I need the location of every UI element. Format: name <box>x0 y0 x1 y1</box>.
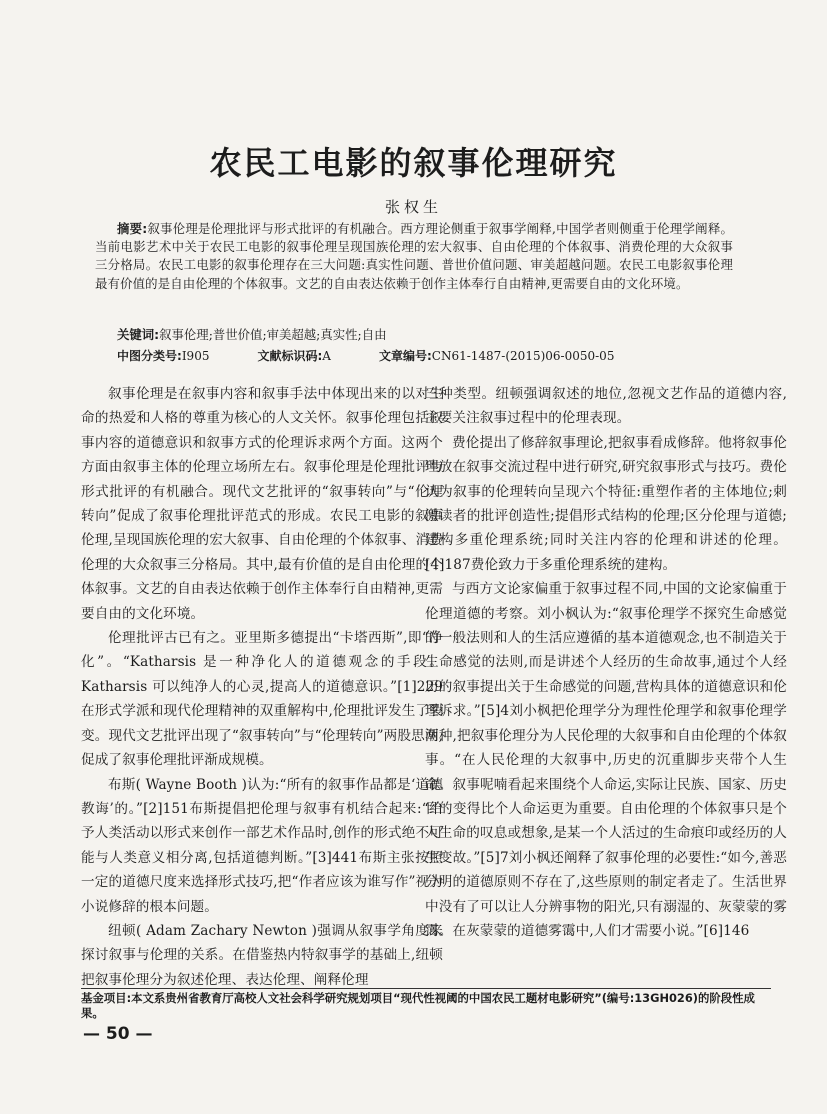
keywords-text: 叙事伦理;普世价值;审美超越;真实性;自由 <box>159 327 387 342</box>
page-number: — 50 — <box>83 1024 153 1044</box>
footnote-divider <box>81 988 771 989</box>
abstract <box>95 220 733 293</box>
paragraph: 三种类型。纽顿强调叙述的地位,忽视文艺作品的道德内容,主要关注叙事过程中的伦理表现。 <box>425 386 787 427</box>
body-column-right <box>425 382 787 943</box>
clc-number: 中图分类号:I905 <box>117 349 210 363</box>
article-number: 文章编号:CN61-1487-(2015)06-0050-05 <box>378 349 615 363</box>
body-column-left <box>81 382 443 992</box>
abstract-text: 叙事伦理是伦理批评与形式批评的有机融合。西方理论侧重于叙事学阐释,中国学者则侧重于伦理学阐释。当前电影艺术中关于农民工电影的叙事伦理呈现国族伦理的宏大叙事、自由伦理的个体叙事、消费伦理的大众叙事三分格局。农民工电影的叙事伦理存在三大问题:真实性问题、普世价值问题、审美超越问题。农民工电影叙事伦理最有价值的是自由伦理的个体叙事。文艺的自由表达依赖于创作主体奉行自由精神,更需要自由的文化环境。 <box>95 221 733 291</box>
doc-code: 文献标识码:A <box>257 349 331 363</box>
keywords <box>117 325 386 343</box>
keywords-label: 关键词: <box>117 327 160 342</box>
paragraph: 纽顿( Adam Zachary Newton )强调从叙事学角度来探讨叙事与伦理的关系。在借鉴热内特叙事学的基础上,纽顿把叙事伦理分为叙述伦理、表达伦理、阐释伦理 <box>81 922 443 988</box>
funding-footnote: 基金项目:本文系贵州省教育厅高校人文社会科学研究规划项目“现代性视阈的中国农民工题材电影研究”(编号:13GH026)的阶段性成果。 <box>81 991 755 1020</box>
paragraph: 费伦提出了修辞叙事理论,把叙事看成修辞。他将叙事伦理放在叙事交流过程中进行研究,研究叙事形式与技巧。费伦认为叙事的伦理转向呈现六个特征:重塑作者的主体地位;刺激读者的批评创造性;提倡形式结构的伦理;区分伦理与道德;建构多重伦理系统;同时关注内容的伦理和讲述的伦理。[4]187费伦致力于多重伦理系统的建构。 <box>425 434 787 573</box>
author-name: 张权生 <box>384 198 442 216</box>
paragraph: 与西方文论家偏重于叙事过程不同,中国的文论家偏重于伦理道德的考察。刘小枫认为:“叙事伦理学不探究生命感觉的一般法则和人的生活应遵循的基本道德观念,也不制造关于生命感觉的法则,而是讲述个人经历的生命故事,通过个人经历的叙事提出关于生命感觉的问题,营构具体的道德意识和伦理诉求。”[5]4刘小枫把伦理学分为理性伦理学和叙事伦理学两种,把叙事伦理分为人民伦理的大叙事和自由伦理的个体叙事。“在人民伦理的大叙事中,历史的沉重脚步夹带个人生命。叙事呢喃看起来围绕个人命运,实际让民族、国家、历史目的变得比个人命运更为重要。自由伦理的个体叙事只是个人生命的叹息或想象,是某一个人活过的生命痕印或经历的人生变故。”[5]7刘小枫还阐释了叙事伦理的必要性:“如今,善恶分明的道德原则不存在了,这些原则的制定者走了。生活世界中没有了可以让人分辨事物的阳光,只有溺湿的、灰蒙蒙的雾霭。在灰蒙蒙的道德雾霭中,人们才需要小说。”[6]146 <box>425 581 787 939</box>
paragraph: 叙事伦理是在叙事内容和叙事手法中体现出来的以对生命的热爱和人格的尊重为核心的人文关怀。叙事伦理包括叙事内容的道德意识和叙事方式的伦理诉求两个方面。这两个方面由叙事主体的伦理立场所左右。叙事伦理是伦理批评与形式批评的有机融合。现代文艺批评的“叙事转向”与“伦理转向”促成了叙事伦理批评范式的形成。农民工电影的叙事伦理,呈现国族伦理的宏大叙事、自由伦理的个体叙事、消费伦理的大众叙事三分格局。其中,最有价值的是自由伦理的个体叙事。文艺的自由表达依赖于创作主体奉行自由精神,更需要自由的文化环境。 <box>81 386 443 622</box>
paragraph: 布斯( Wayne Booth )认为:“所有的叙事作品都是‘道德教诲’的。”[2]151布斯提倡把伦理与叙事有机结合起来:“给予人类活动以形式来创作一部艺术作品时,创作的形式绝不可能与人类意义相分离,包括道德判断。”[3]441布斯主张按照一定的道德尺度来选择形式技巧,把“作者应该为谁写作”视为小说修辞的根本问题。 <box>81 776 443 915</box>
classification-meta <box>117 347 677 364</box>
abstract-label: 摘要: <box>117 221 148 236</box>
article-title: 农民工电影的叙事伦理研究 <box>209 144 618 182</box>
paragraph: 伦理批评古已有之。亚里斯多德提出“卡塔西斯”,即“净化”。“Katharsis 是一种净化人的道德观念的手段。Katharsis 可以纯净人的心灵,提高人的道德意识。”[1]229在形式学派和现代伦理精神的双重解构中,伦理批评发生了裂变。现代文艺批评出现了“叙事转向”与“伦理转向”两股思潮,促成了叙事伦理批评渐成规模。 <box>81 630 443 769</box>
